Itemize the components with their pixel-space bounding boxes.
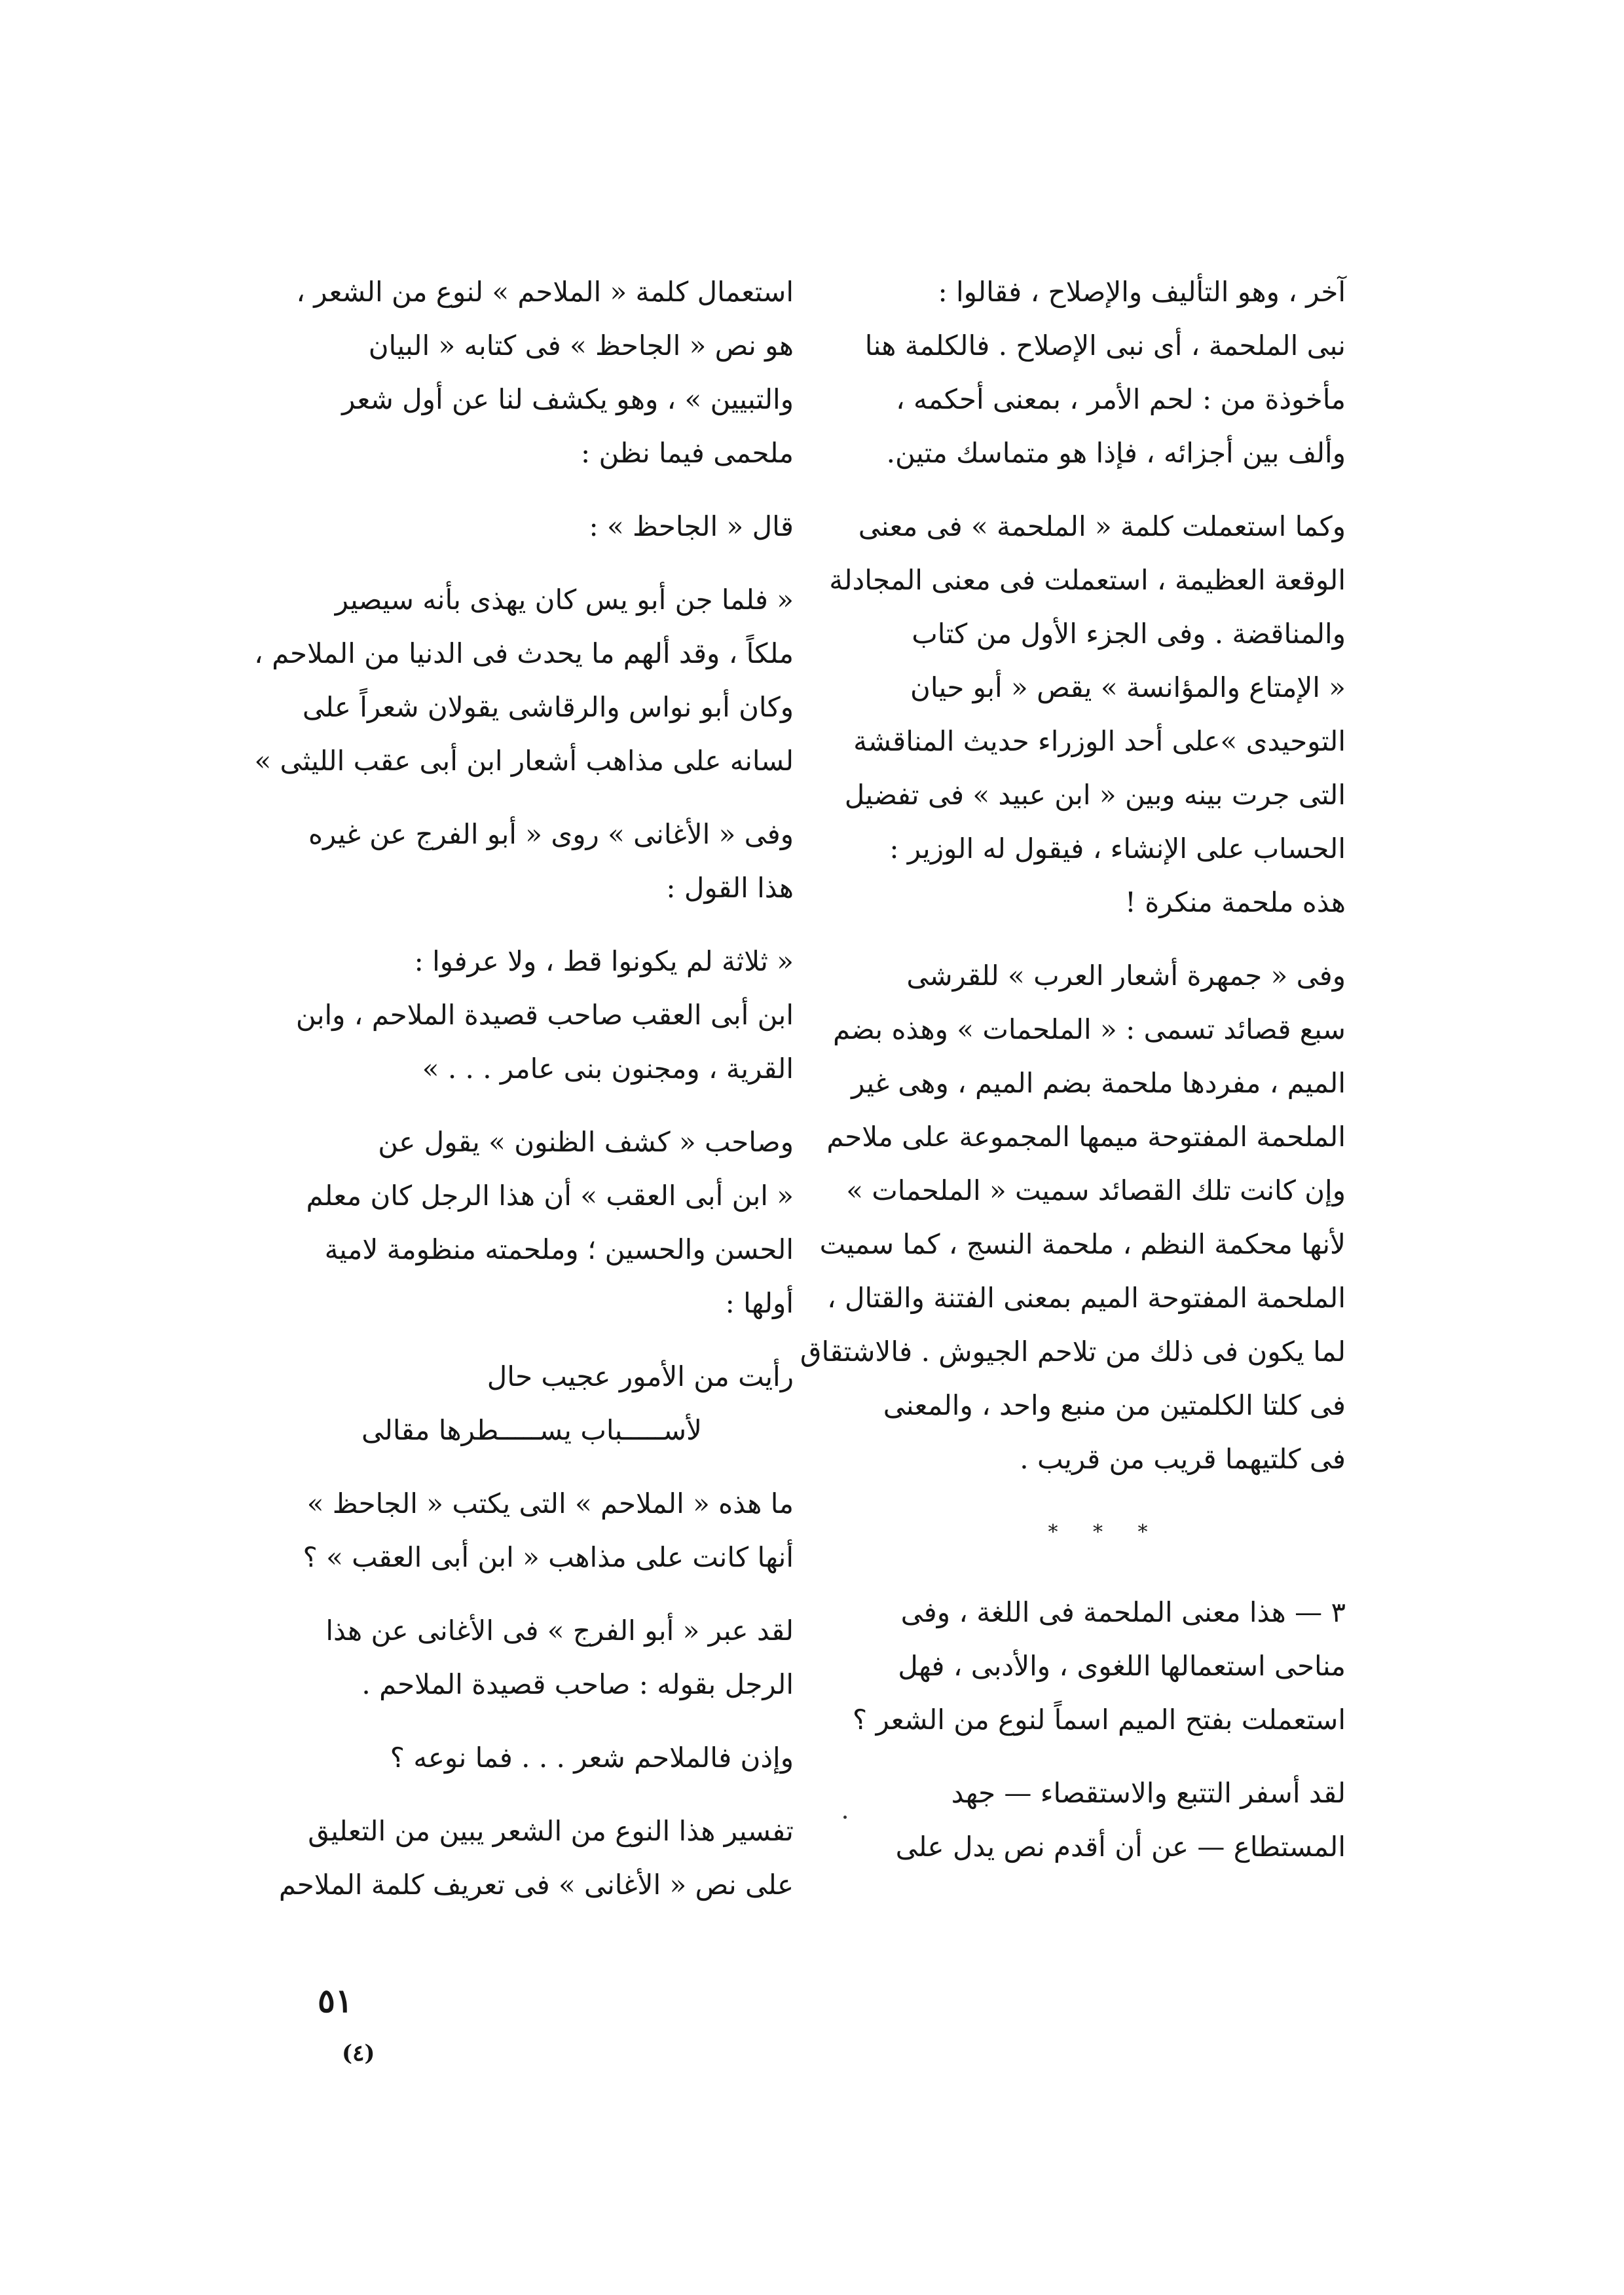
- text-line: الرجل بقوله : صاحب قصيدة الملاحم .: [361, 1668, 794, 1700]
- text-line: التى جرت بينه وبين « ابن عبيد » فى تفضيل: [844, 779, 1346, 811]
- signature-mark: (٤): [342, 2040, 375, 2066]
- text-line: الملحمة المفتوحة الميم بمعنى الفتنة والقتال ،: [827, 1282, 1346, 1314]
- text-line: والمناقضة . وفى الجزء الأول من كتاب: [912, 618, 1346, 650]
- text-line: الميم ، مفردها ملحمة بضم الميم ، وهى غير: [851, 1067, 1346, 1099]
- text-line: الحساب على الإنشاء ، فيقول له الوزير :: [889, 832, 1346, 865]
- text-line: المستطاع — عن أن أقدم نص يدل على: [895, 1831, 1346, 1863]
- paragraph: [800, 949, 1346, 1486]
- text-line: ملكاً ، وقد ألهم ما يحدث فى الدنيا من الملاحم ،: [254, 637, 794, 669]
- page-number: ٥١: [318, 1981, 353, 2020]
- left-column: [254, 265, 794, 1931]
- text-line: آخر ، وهو التأليف والإصلاح ، فقالوا :: [938, 276, 1346, 308]
- text-line: « ثلاثة لم يكونوا قط ، ولا عرفوا :: [414, 945, 794, 977]
- text-line: مناحى استعمالها اللغوى ، والأدبى ، فهل: [898, 1650, 1346, 1682]
- text-line: وإن كانت تلك القصائد سميت « الملحمات »: [846, 1174, 1346, 1206]
- verse-hemistich: رأيت من الأمور عجيب حال: [487, 1360, 794, 1392]
- text-line: هذه ملحمة منكرة !: [1125, 886, 1346, 918]
- paragraph: [829, 500, 1346, 929]
- text-line: الوقعة العظيمة ، استعملت فى معنى المجادلة: [829, 564, 1346, 596]
- text-line: لسانه على مذاهب أشعار ابن أبى عقب الليثى »: [254, 745, 794, 777]
- text-line: ملحمى فيما نظن :: [581, 437, 794, 469]
- text-line: استعمال كلمة « الملاحم » لنوع من الشعر ،: [296, 276, 794, 308]
- text-line: ابن أبى العقب صاحب قصيدة الملاحم ، وابن: [295, 999, 794, 1031]
- paragraph: [278, 1804, 794, 1912]
- text-line: والتبيين » ، وهو يكشف لنا عن أول شعر: [342, 383, 794, 415]
- text-line: التوحيدى »على أحد الوزراء حديث المناقشة: [853, 725, 1346, 757]
- text-line: مأخوذة من : لحم الأمر ، بمعنى أحكمه ،: [896, 383, 1346, 415]
- text-line: وفى « الأغانى » روى « أبو الفرج عن غيره: [308, 818, 794, 850]
- text-line: لأنها محكمة النظم ، ملحمة النسج ، كما سميت: [819, 1228, 1346, 1260]
- text-line: فى كلتيهما قريب من قريب .: [1020, 1443, 1346, 1475]
- verse-hemistich: لأســـــباب يســـــطرها مقالى: [361, 1414, 702, 1446]
- text-line: فى كلتا الكلمتين من منبع واحد ، والمعنى: [883, 1389, 1346, 1421]
- paragraph: [312, 1731, 794, 1785]
- quotation: [254, 573, 794, 788]
- text-line: نبى الملحمة ، أى نبى الإصلاح . فالكلمة هنا: [864, 329, 1346, 362]
- text-line: لقد عبر « أبو الفرج » فى الأغانى عن هذا: [325, 1614, 794, 1647]
- text-line: على نص « الأغانى » فى تعريف كلمة الملاحم: [278, 1869, 794, 1901]
- paragraph: [308, 808, 794, 915]
- text-line: ٣ — هذا معنى الملحمة فى اللغة ، وفى: [900, 1596, 1346, 1628]
- paragraph: [306, 1115, 794, 1330]
- paragraph: [852, 1586, 1346, 1747]
- paragraph: [864, 265, 1346, 480]
- paragraph: [864, 1766, 1346, 1874]
- text-line: « فلما جن أبو يس كان يهذى بأنه سيصير: [335, 584, 794, 616]
- text-line: ما هذه « الملاحم » التى يكتب « الجاحظ »: [306, 1487, 794, 1520]
- paragraph: [296, 265, 794, 480]
- text-line: سبع قصائد تسمى : « الملحمات » وهذه بضم: [833, 1013, 1346, 1045]
- text-line: وكما استعملت كلمة « الملحمة » فى معنى: [858, 510, 1346, 542]
- text-line: استعملت بفتح الميم اسماً لنوع من الشعر ؟: [852, 1704, 1346, 1736]
- text-line: القرية ، ومجنون بنى عامر . . . »: [422, 1053, 794, 1085]
- right-column: [800, 265, 1346, 1894]
- print-speck: [843, 1816, 847, 1819]
- text-line: وصاحب « كشف الظنون » يقول عن: [378, 1126, 794, 1158]
- text-line: قال « الجاحظ » :: [589, 510, 794, 542]
- text-line: هو نص « الجاحظ » فى كتابه « البيان: [368, 329, 794, 362]
- text-line: الحسن والحسين ؛ وملحمته منظومة لامية: [324, 1233, 794, 1265]
- text-line: وكان أبو نواس والرقاشى يقولان شعراً على: [302, 691, 794, 723]
- text-line: أولها :: [725, 1287, 794, 1319]
- text-line: أنها كانت على مذاهب « ابن أبى العقب » ؟: [303, 1541, 794, 1573]
- poem-verse: [312, 1350, 794, 1457]
- text-line: لقد أسفر التتبع والاستقصاء — جهد: [951, 1777, 1346, 1809]
- text-line: هذا القول :: [666, 872, 794, 904]
- verse-line: [312, 1404, 794, 1457]
- text-line: لما يكون فى ذلك من تلاحم الجيوش . فالاشتقاق: [800, 1335, 1346, 1368]
- text-line: « الإمتاع والمؤانسة » يقص « أبو حيان: [910, 671, 1346, 703]
- text-line: تفسير هذا النوع من الشعر يبين من التعليق: [308, 1815, 794, 1847]
- verse-line: [312, 1350, 794, 1404]
- quote-intro: [312, 500, 794, 553]
- text-line: وفى « جمهرة أشعار العرب » للقرشى: [906, 960, 1346, 992]
- section-separator: * * *: [1048, 1521, 1162, 1544]
- quotation: [295, 935, 794, 1096]
- paragraph: [303, 1477, 794, 1584]
- text-line: الملحمة المفتوحة ميمها المجموعة على ملاحم: [826, 1121, 1346, 1153]
- text-line: « ابن أبى العقب » أن هذا الرجل كان معلم: [306, 1180, 794, 1212]
- text-line: وألف بين أجزائه ، فإذا هو متماسك متين.: [886, 437, 1346, 469]
- paragraph: [312, 1604, 794, 1711]
- text-line: وإذن فالملاحم شعر . . . فما نوعه ؟: [390, 1742, 794, 1774]
